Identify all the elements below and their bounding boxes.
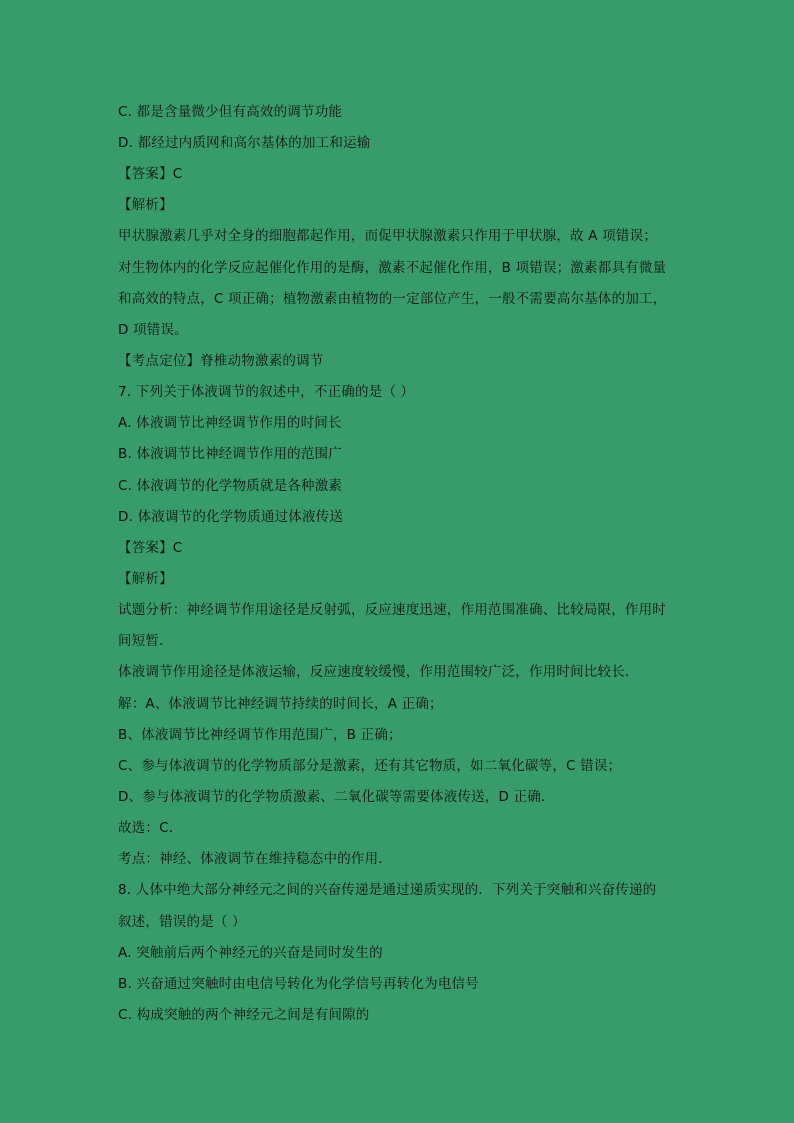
topic-line: 考点：神经、体液调节在维持稳态中的作用．	[118, 851, 392, 867]
topic-line: 【考点定位】脊椎动物激素的调节	[118, 353, 324, 369]
answer-line: 【答案】C	[118, 540, 183, 556]
question-7-option-c: C. 体液调节的化学物质就是各种激素	[118, 478, 343, 494]
question-8-stem: 8. 人体中绝大部分神经元之间的兴奋传递是通过递质实现的．下列关于突触和兴奋传递的	[118, 882, 657, 898]
analysis-heading: 【解析】	[118, 197, 173, 213]
question-7-option-d: D. 体液调节的化学物质通过体液传送	[118, 509, 344, 525]
choice-line: 故选：C．	[118, 820, 183, 836]
option-c-line: C. 都是含量微少但有高效的调节功能	[118, 104, 343, 120]
analysis-text-line: 体液调节作用途径是体液运输，反应速度较缓慢，作用范围较广泛，作用时间比较长．	[118, 664, 639, 680]
analysis-text-line: 对生物体内的化学反应起催化作用的是酶，激素不起催化作用，B 项错误；激素都具有微量	[118, 260, 667, 276]
analysis-text-line: B、体液调节比神经调节作用范围广，B 正确；	[118, 727, 402, 743]
question-8-option-a: A. 突触前后两个神经元的兴奋是同时发生的	[118, 945, 383, 961]
answer-line: 【答案】C	[118, 166, 183, 182]
analysis-text-line: 试题分析：神经调节作用途径是反射弧，反应速度迅速，作用范围准确、比较局限，作用时	[118, 602, 666, 618]
analysis-text-line: 间短暂．	[118, 633, 173, 649]
question-8-option-b: B. 兴奋通过突触时由电信号转化为化学信号再转化为电信号	[118, 976, 479, 992]
analysis-text-line: 和高效的特点，C 项正确；植物激素由植物的一定部位产生，一般不需要高尔基体的加工，	[118, 291, 667, 307]
analysis-text-line: 解：A、体液调节比神经调节持续的时间长，A 正确；	[118, 696, 443, 712]
analysis-text-line: D、参与体液调节的化学物质激素、二氧化碳等需要体液传送，D 正确．	[118, 789, 555, 805]
question-7-option-b: B. 体液调节比神经调节作用的范围广	[118, 446, 342, 462]
analysis-text-line: 甲状腺激素几乎对全身的细胞都起作用，而促甲状腺激素只作用于甲状腺，故 A 项错误；	[118, 228, 658, 244]
question-8-option-c: C. 构成突触的两个神经元之间是有间隙的	[118, 1007, 370, 1023]
analysis-text-line: C、参与体液调节的化学物质部分是激素，还有其它物质，如二氧化碳等，C 错误；	[118, 758, 622, 774]
option-d-line: D. 都经过内质网和高尔基体的加工和运输	[118, 135, 371, 151]
question-7-stem: 7. 下列关于体液调节的叙述中，不正确的是（ ）	[118, 384, 415, 400]
analysis-heading: 【解析】	[118, 571, 173, 587]
question-7-option-a: A. 体液调节比神经调节作用的时间长	[118, 415, 342, 431]
analysis-text-line: D 项错误。	[118, 322, 188, 338]
question-8-stem: 叙述，错误的是（ ）	[118, 914, 246, 930]
